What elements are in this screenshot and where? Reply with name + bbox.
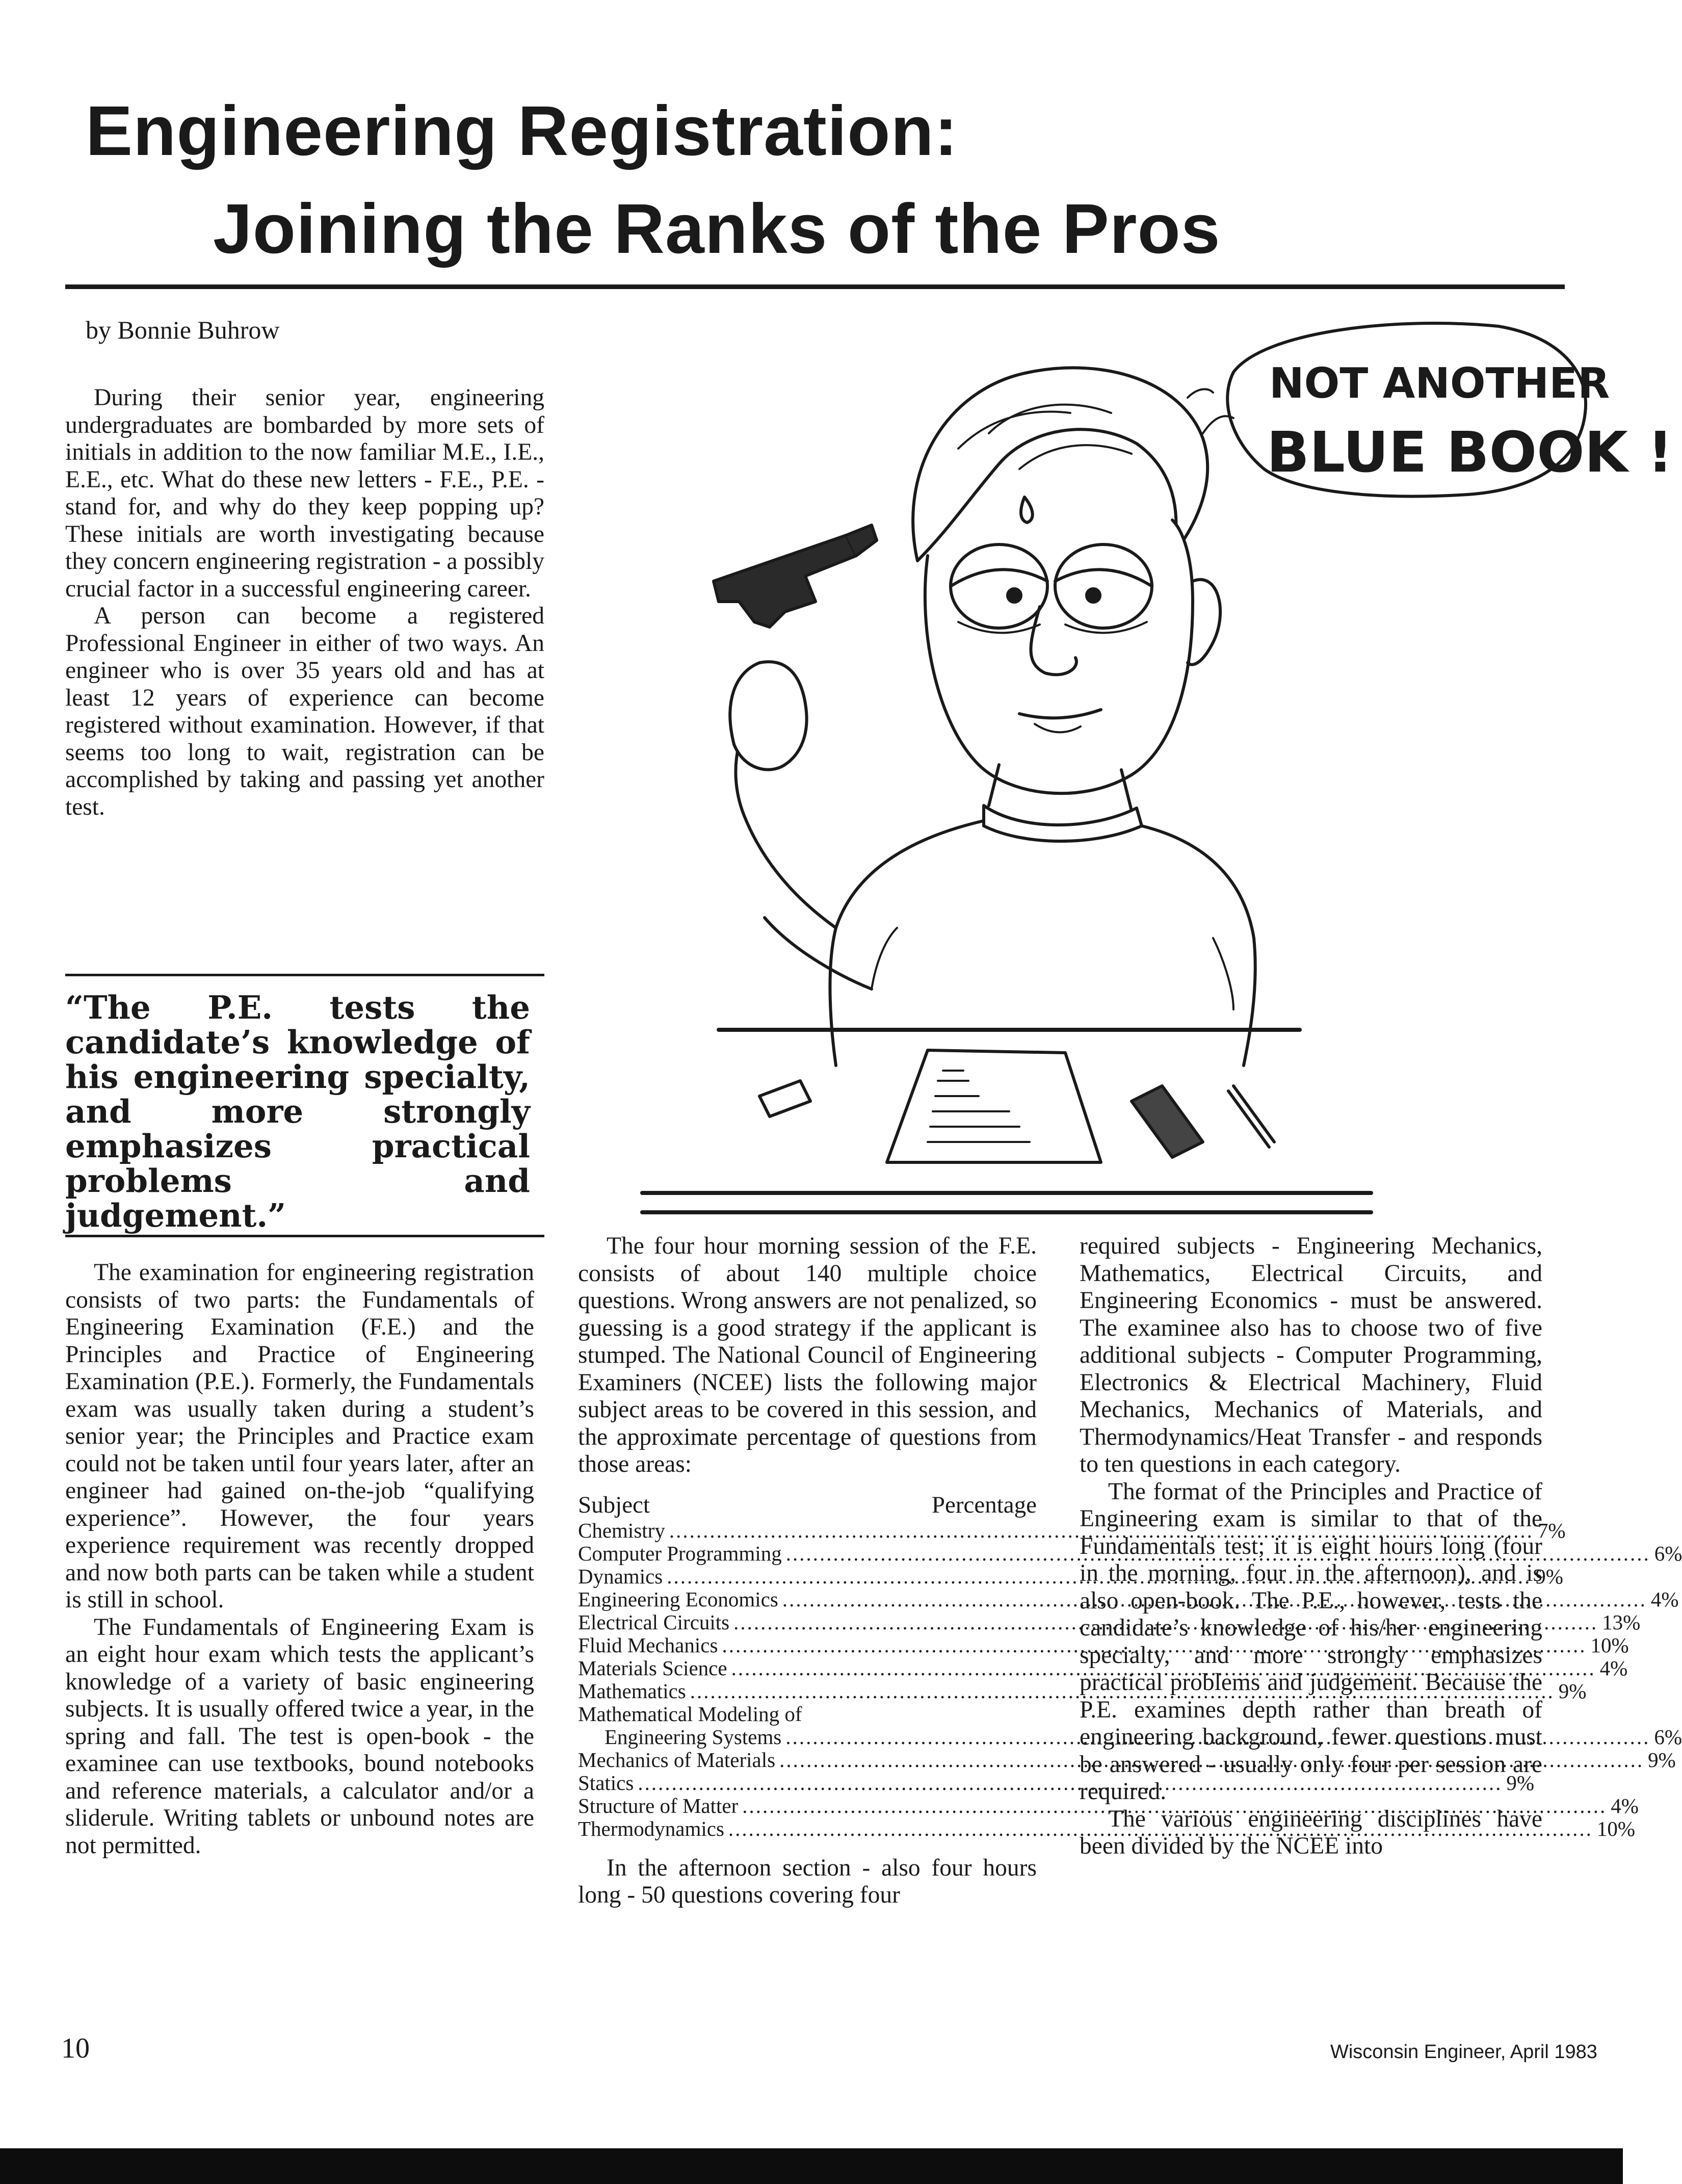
header-subject: Subject bbox=[578, 1491, 650, 1518]
table-row bbox=[578, 1679, 1587, 1703]
table-row bbox=[578, 1610, 1641, 1634]
row-pct: 6% bbox=[1654, 1725, 1682, 1749]
scan-edge-bar bbox=[0, 2148, 1623, 2184]
row-pct: 10% bbox=[1596, 1816, 1636, 1840]
table-row bbox=[578, 1541, 1682, 1565]
row-subject: Chemistry bbox=[578, 1518, 665, 1542]
cartoon-illustration bbox=[632, 316, 1673, 1224]
header-percentage: Percentage bbox=[931, 1491, 1037, 1518]
hand bbox=[730, 662, 806, 770]
row-pct: 13% bbox=[1602, 1610, 1641, 1634]
column-3 bbox=[1080, 1233, 1542, 1860]
row-subject: Thermodynamics bbox=[578, 1816, 724, 1840]
table-row bbox=[578, 1633, 1629, 1657]
column-1-bottom bbox=[65, 1259, 534, 1859]
row-pct: 10% bbox=[1590, 1633, 1629, 1657]
pullquote-rule-top bbox=[65, 974, 544, 976]
table-row bbox=[578, 1703, 1037, 1726]
row-subject: Mathematical Modeling of bbox=[578, 1702, 802, 1726]
table-row bbox=[578, 1748, 1676, 1772]
table-row bbox=[578, 1771, 1534, 1795]
table-row bbox=[578, 1587, 1679, 1611]
pullquote-rule-bottom bbox=[65, 1235, 544, 1237]
paragraph: required subjects - Engineering Mechanics, Mathematics, Electrical Circuits, and Engineering Economics - must be answered. The examinee also has to choose two of five additional subjects - Computer Programming, Electronics & Electrical Machinery, Fluid Mechanics, Mechanics of Materials, and Thermodynamics/Heat Transfer - and responds to ten questions in each category. bbox=[1080, 1233, 1542, 1477]
row-subject: Fluid Mechanics bbox=[578, 1633, 718, 1657]
table-row bbox=[578, 1725, 1682, 1749]
row-pct: 4% bbox=[1611, 1793, 1639, 1817]
table-row bbox=[578, 1564, 1563, 1588]
row-subject: Statics bbox=[578, 1771, 634, 1795]
table-row bbox=[578, 1518, 1566, 1542]
table-row bbox=[578, 1793, 1639, 1817]
table-row bbox=[578, 1656, 1628, 1680]
publication-source: Wisconsin Engineer, April 1983 bbox=[1330, 2041, 1597, 2063]
row-subject: Mathematics bbox=[578, 1679, 686, 1703]
notepad-icon bbox=[1132, 1086, 1203, 1157]
table-header bbox=[578, 1491, 1037, 1519]
paragraph: In the afternoon section - also four hours long - 50 questions covering four bbox=[578, 1854, 1037, 1908]
row-pct: 9% bbox=[1558, 1679, 1587, 1703]
paragraph: The various engineering disciplines have been divided by the NCEE into bbox=[1080, 1805, 1542, 1859]
speech-bubble bbox=[1188, 323, 1673, 496]
speech-line-2: BLUE BOOK ! bbox=[1267, 420, 1673, 485]
row-subject: Engineering Economics bbox=[578, 1587, 778, 1611]
row-pct: 6% bbox=[1654, 1541, 1682, 1565]
row-subject: Dynamics bbox=[578, 1564, 663, 1588]
paragraph: During their senior year, engineering undergraduates are bombarded by more sets of initials in addition to the now familiar M.E., I.E., E.E., etc. What do these new letters - F.E., P.E. - stand for, and why do they keep popping up? These initials are worth investigating because they concern engineering registration - a possibly crucial factor in a successful engineering career. bbox=[65, 384, 544, 602]
row-pct: 7% bbox=[1537, 1518, 1566, 1542]
row-subject: Engineering Systems bbox=[605, 1725, 782, 1749]
paragraph: The four hour morning session of the F.E. consists of about 140 multiple choice questions. Wrong answers are not penalized, so guessing is a good strategy if the applicant is stumped. The National Council of Engineering Examiners (NCEE) lists the following major subject areas to be covered in this session, and the approximate percentage of questions from those areas: bbox=[578, 1233, 1037, 1477]
row-pct: 4% bbox=[1650, 1587, 1679, 1611]
paragraph: The format of the Principles and Practice of Engineering exam is similar to that of the Fundamentals test; it is eight hours long (four in the morning, four in the afternoon), and is also open-book. The P.E., however, tests the candidate’s knowledge of his/her engineering specialty, and more strongly emphasizes practical problems and judgement. Because the P.E. examines depth rather than breath of engineering background, fewer questions must be answered - usually only four per session are required. bbox=[1080, 1478, 1542, 1805]
title-line-2: Joining the Ranks of the Pros bbox=[213, 190, 1221, 268]
row-subject: Structure of Matter bbox=[578, 1793, 739, 1817]
gun-icon bbox=[714, 525, 877, 627]
row-subject: Computer Programming bbox=[578, 1541, 782, 1565]
blue-book-icon bbox=[887, 1050, 1101, 1162]
title-line-1: Engineering Registration: bbox=[86, 92, 958, 170]
byline: by Bonnie Buhrow bbox=[86, 316, 280, 344]
pencil-icon bbox=[1228, 1086, 1274, 1147]
paragraph: A person can become a registered Professional Engineer in either of two ways. An engineer who is over 35 years old and has at least 12 years of experience can become registered without examination. However, if that seems too long to wait, registration can be accomplished by taking and passing yet another test. bbox=[65, 603, 544, 820]
row-pct: 9% bbox=[1648, 1748, 1676, 1772]
row-pct: 9% bbox=[1506, 1771, 1534, 1795]
pull-quote: “The P.E. tests the candidate’s knowledge of his engineering specialty, and more strongly emphasizes practical problems and judgement.” bbox=[65, 989, 530, 1234]
row-subject: Materials Science bbox=[578, 1656, 727, 1680]
speech-line-1: NOT ANOTHER bbox=[1269, 359, 1610, 408]
paragraph: The examination for engineering registration consists of two parts: the Fundamentals of Engineering Examination (F.E.) and the Principles and Practice of Engineering Examination (P.E.). Formerly, the Fundamentals exam was usually taken during a student’s senior year; the Principles and Practice exam could not be taken until four years later, after an engineer had gained on-the-job “qualifying experience”. However, the four years experience requirement was recently dropped and now both parts can be taken while a student is still in school. bbox=[65, 1259, 534, 1613]
table-row bbox=[578, 1816, 1636, 1840]
paragraph: The Fundamentals of Engineering Exam is an eight hour exam which tests the applicant’s knowledge of a variety of basic engineering subjects. It is usually offered twice a year, in the spring and fall. The test is open-book - the examinee can use textbooks, bound notebooks and reference materials, a calculator and/or a sliderule. Writing tablets or unbound notes are not permitted. bbox=[65, 1614, 534, 1859]
title-rule bbox=[65, 284, 1565, 289]
row-subject: Mechanics of Materials bbox=[578, 1748, 776, 1772]
row-pct: 9% bbox=[1535, 1564, 1563, 1588]
column-1-top bbox=[65, 384, 544, 821]
row-pct: 4% bbox=[1599, 1656, 1628, 1680]
page-number: 10 bbox=[61, 2033, 90, 2064]
eraser-icon bbox=[759, 1081, 810, 1116]
row-subject: Electrical Circuits bbox=[578, 1610, 730, 1634]
arm bbox=[735, 744, 872, 989]
